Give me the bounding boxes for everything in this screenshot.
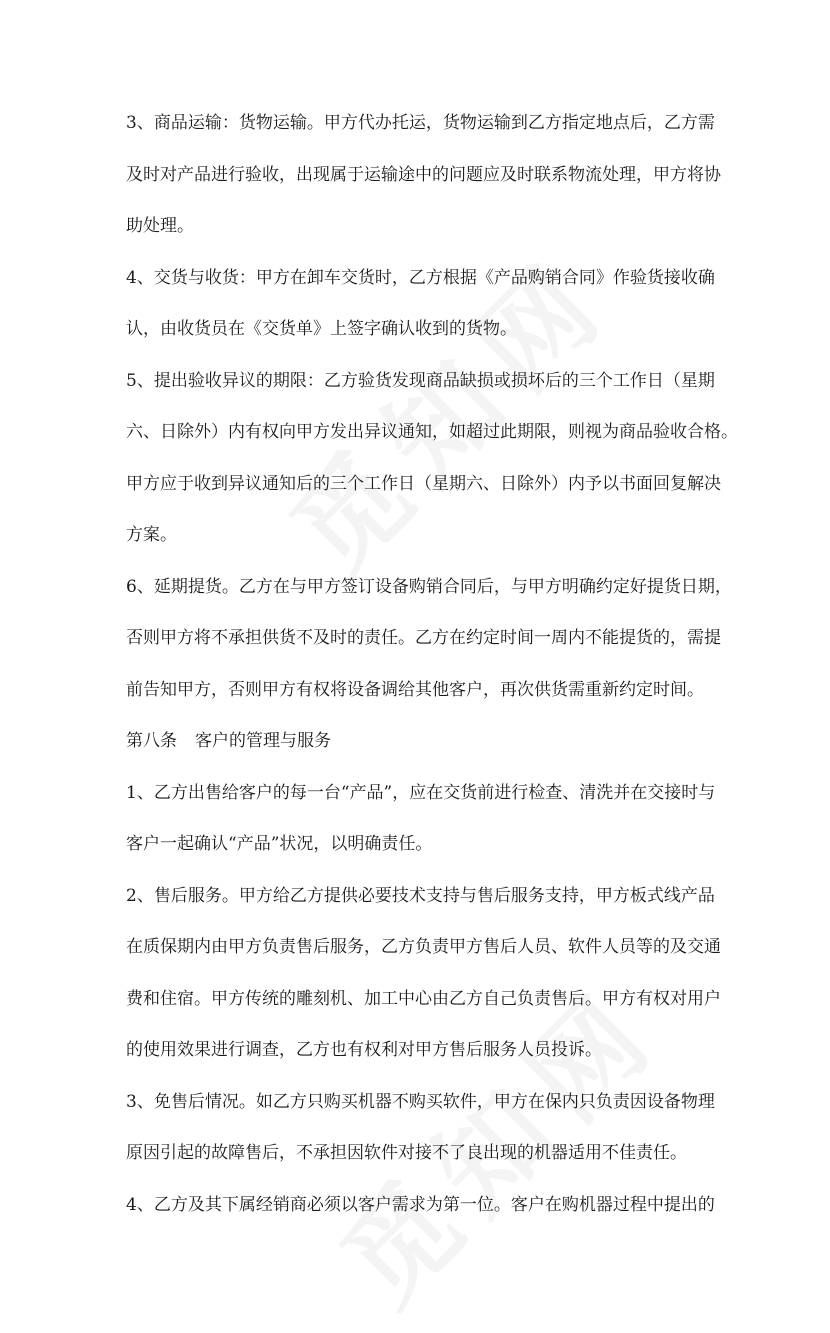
document-body bbox=[126, 98, 738, 1231]
text-line: 1、乙方出售给客户的每一台“产品”，应在交货前进行检查、清洗并在交接时与 bbox=[126, 782, 716, 803]
text-line: 及时对产品进行验收，出现属于运输途中的问题应及时联系物流处理，甲方将协 bbox=[126, 164, 721, 185]
text-line: 六、日除外）内有权向甲方发出异议通知，如超过此期限，则视为商品验收合格。 bbox=[126, 422, 738, 442]
text-line: 2、售后服务。甲方给乙方提供必要技术支持与售后服务支持，甲方板式线产品 bbox=[126, 885, 715, 906]
text-line: 3、免售后情况。如乙方只购买机器不购买软件，甲方在保内只负责因设备物理 bbox=[126, 1091, 715, 1112]
text-line: 3、商品运输：货物运输。甲方代办托运，货物运输到乙方指定地点后，乙方需 bbox=[126, 113, 715, 133]
text-line: 原因引起的故障售后，不承担因软件对接不了良出现的机器适用不佳责任。 bbox=[126, 1143, 687, 1163]
section-title: 客户的管理与服务 bbox=[195, 731, 331, 751]
text-line: 助处理。 bbox=[126, 216, 194, 236]
text-line: 的使用效果进行调查，乙方也有权利对甲方售后服务人员投诉。 bbox=[126, 1040, 602, 1060]
paragraph-customer-confirmation bbox=[126, 768, 716, 871]
text-line: 方案。 bbox=[126, 525, 177, 545]
text-line: 4、交货与收货：甲方在卸车交货时，乙方根据《产品购销合同》作验货接收确 bbox=[126, 267, 715, 288]
text-line: 费和住宿。甲方传统的雕刻机、加工中心由乙方自己负责售后。甲方有权对用户 bbox=[126, 988, 721, 1009]
text-line: 认，由收货员在《交货单》上签字确认收到的货物。 bbox=[126, 319, 517, 339]
text-line: 4、乙方及其下属经销商必须以客户需求为第一位。客户在购机器过程中提出的 bbox=[126, 1194, 715, 1215]
paragraph-goods-transport bbox=[126, 98, 721, 253]
paragraph-delivery-receipt bbox=[126, 253, 715, 356]
text-line: 前告知甲方，否则甲方有权将设备调给其他客户，再次供货需重新约定时间。 bbox=[126, 679, 704, 700]
text-line: 否则甲方将不承担供货不及时的责任。乙方在约定时间一周内不能提货的，需提 bbox=[126, 628, 721, 648]
text-line: 甲方应于收到异议通知后的三个工作日（星期六、日除外）内予以书面回复解决 bbox=[126, 473, 721, 494]
text-line: 在质保期内由甲方负责售后服务，乙方负责甲方售后人员、软件人员等的及交通 bbox=[126, 937, 721, 957]
paragraph-no-after-sales bbox=[126, 1077, 715, 1180]
text-line: 5、提出验收异议的期限：乙方验货发现商品缺损或损坏后的三个工作日（星期 bbox=[126, 370, 715, 391]
text-line: 6、延期提货。乙方在与甲方签订设备购销合同后，与甲方明确约定好提货日期， bbox=[126, 576, 732, 597]
paragraph-customer-priority bbox=[126, 1180, 715, 1232]
section-heading bbox=[126, 716, 710, 768]
paragraph-objection-period bbox=[126, 356, 738, 562]
text-line: 客户一起确认“产品”状况，以明确责任。 bbox=[126, 834, 433, 854]
section-number: 第八条 bbox=[126, 731, 177, 751]
paragraph-delayed-pickup bbox=[126, 562, 732, 717]
paragraph-after-sales bbox=[126, 871, 721, 1077]
